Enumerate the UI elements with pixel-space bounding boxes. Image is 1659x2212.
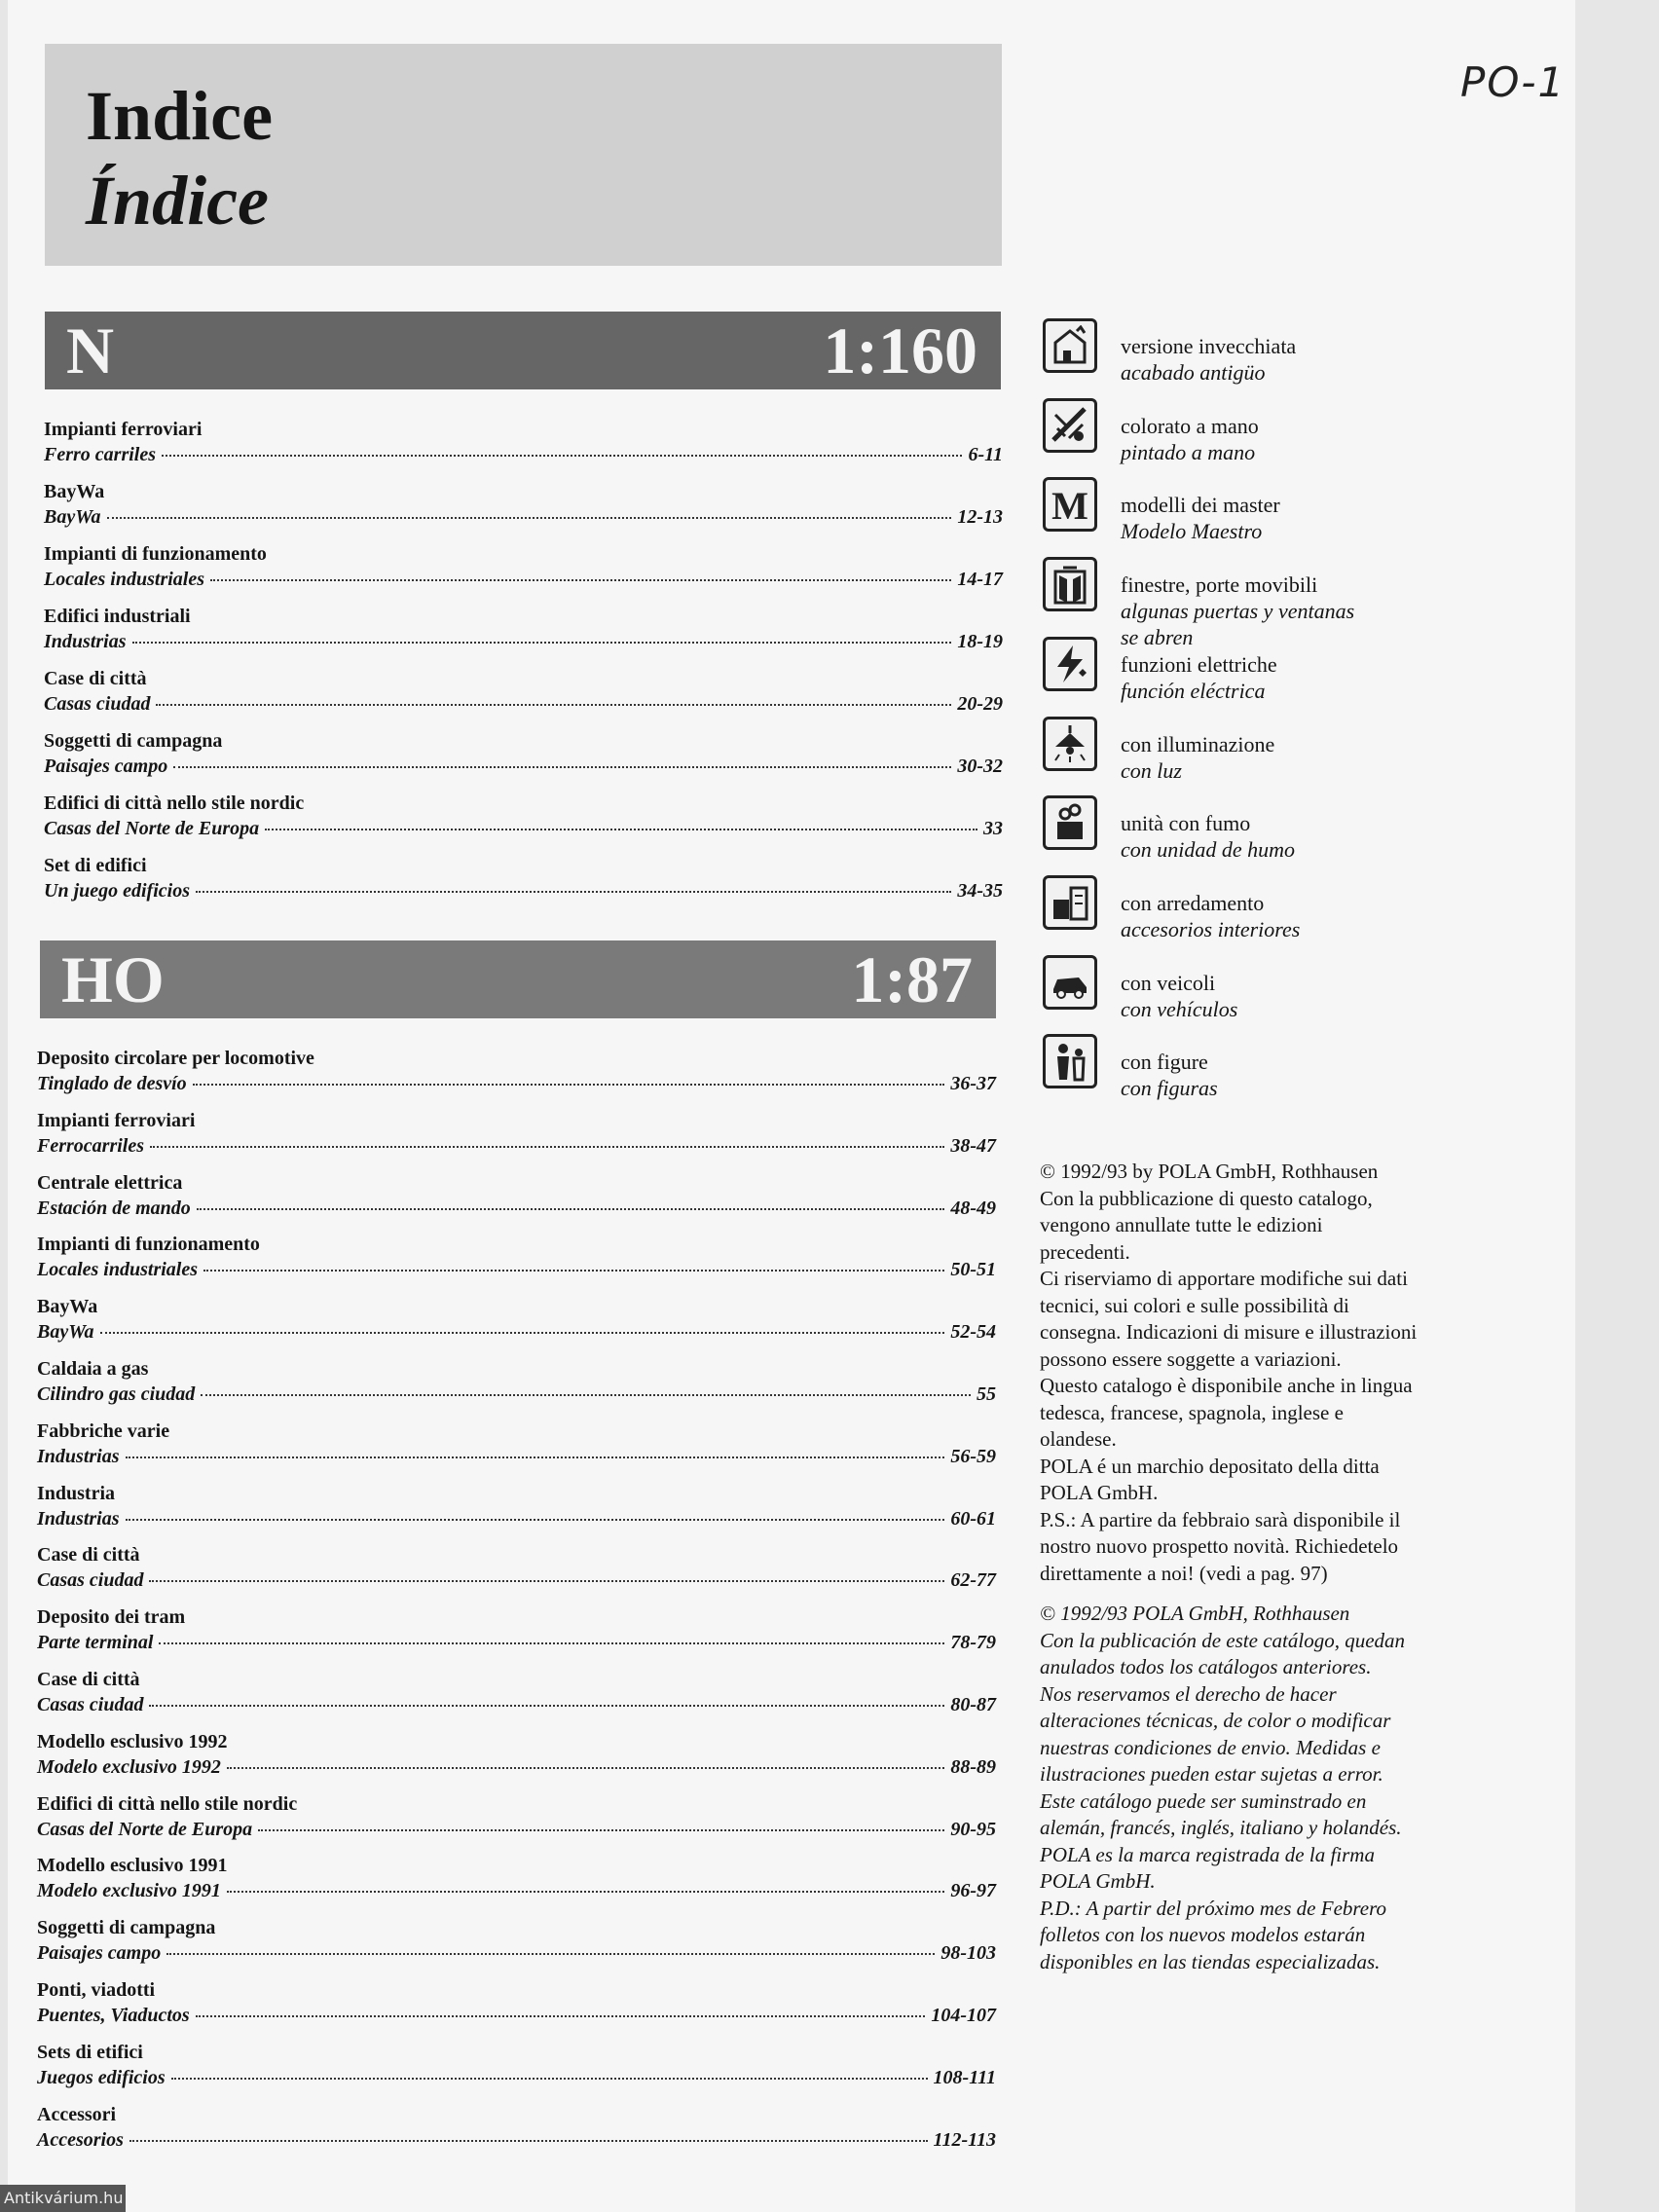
dot-leader (265, 828, 977, 830)
section-code: N (66, 313, 115, 387)
note-line: tedesca, francese, spagnola, inglese e (1040, 1400, 1344, 1424)
legend-label-es: algunas puertas y ventanas (1121, 599, 1355, 624)
note-line: tecnici, sui colori e sulle possibilità di (1040, 1293, 1349, 1317)
toc-title-es: Puentes, Viaductos (37, 2005, 190, 2026)
toc-line (44, 818, 1003, 840)
toc-title-it: Sets di etifici (37, 2041, 143, 2063)
toc-title-es: Estación de mando (37, 1197, 191, 1219)
toc-entry (37, 1110, 996, 1168)
watermark: Antikvárium.hu (0, 2185, 126, 2212)
legend-label-es: con unidad de humo (1121, 837, 1296, 863)
toc-entry (37, 1731, 996, 1789)
aged-house-icon (1043, 318, 1097, 373)
toc-entry (44, 606, 1003, 664)
toc-entry (37, 2042, 996, 2100)
toc-line (37, 1756, 996, 1779)
toc-page-range: 34-35 (957, 880, 1003, 902)
catalog-page (8, 0, 1575, 2212)
note-line: POLA GmbH. (1040, 1481, 1159, 1504)
lightning-icon (1043, 637, 1097, 691)
legend-label-es: con luz (1121, 757, 1182, 783)
legend-item (1043, 717, 1530, 785)
toc-entry (44, 855, 1003, 913)
legend-label-it: con figure (1121, 1050, 1208, 1075)
toc-title-it: Modello esclusivo 1992 (37, 1730, 228, 1752)
note-line: © 1992/93 POLA GmbH, Rothhausen (1040, 1602, 1350, 1625)
toc-page-range: 112-113 (933, 2128, 996, 2151)
toc-line (37, 1446, 996, 1468)
toc-page-range: 96-97 (950, 1880, 996, 1902)
dot-leader (258, 1828, 944, 1831)
toc-page-range: 80-87 (950, 1694, 996, 1715)
toc-title-es: Industrias (37, 1507, 120, 1530)
toc-title-es: Modelo exclusivo 1991 (37, 1880, 221, 1902)
legend-label-es: con figuras (1121, 1076, 1218, 1101)
toc-entry (44, 419, 1003, 477)
toc-page-range: 52-54 (950, 1321, 996, 1344)
legend-label-it: modelli dei master (1121, 493, 1280, 518)
toc-page-range: 55 (977, 1383, 996, 1405)
note-line: POLA GmbH. (1040, 1869, 1156, 1893)
toc-title-it: Ponti, viadotti (37, 1979, 156, 2001)
toc-page-range: 90-95 (950, 1818, 996, 1840)
note-line: folletos con los nuevos modelos estarán (1040, 1923, 1366, 1946)
legend-item (1043, 1034, 1530, 1102)
dot-leader (210, 578, 951, 581)
toc-title-it: Impianti di funzionamento (37, 1234, 260, 1256)
page-title: Indice (86, 77, 274, 155)
note-line: alteraciones técnicas, de color o modificar (1040, 1709, 1391, 1732)
toc-line (44, 693, 1003, 716)
toc-title-es: Casas del Norte de Europa (37, 1818, 253, 1840)
toc-title-it: Industria (37, 1482, 116, 1504)
legend-item (1043, 795, 1530, 864)
legend-label-es: acabado antigüo (1121, 360, 1266, 385)
toc-entry (44, 543, 1003, 602)
toc-title-it: Impianti ferroviari (37, 1109, 196, 1131)
toc-title-it: Centrale elettrica (37, 1171, 183, 1194)
dot-leader (171, 2077, 928, 2080)
toc-line (37, 1508, 996, 1530)
note-line: POLA é un marchio depositato della ditta (1040, 1454, 1380, 1478)
toc-title-es: Modelo exclusivo 1992 (37, 1755, 221, 1778)
toc-entry (37, 2104, 996, 2162)
toc-page-range: 14-17 (957, 569, 1003, 590)
note-line: Este catálogo puede ser suminstrado en (1040, 1788, 1367, 1813)
legend-item (1043, 955, 1530, 1023)
toc-title-es: Un juego edificios (44, 880, 190, 902)
note-line: vengono annullate tutte le edizioni (1040, 1213, 1323, 1236)
toc-entry (37, 1172, 996, 1231)
dot-leader (166, 1952, 935, 1955)
toc-title-it: Fabbriche varie (37, 1419, 170, 1442)
toc-line (37, 1569, 996, 1592)
section-header-ho (40, 940, 996, 1018)
toc-line (37, 1942, 996, 1965)
toc-title-it: Caldaia a gas (37, 1358, 149, 1380)
toc-line (44, 756, 1003, 778)
legend-label-it: funzioni elettriche (1121, 651, 1277, 677)
title-banner (45, 44, 1002, 266)
toc-entry (37, 1979, 996, 2038)
toc-page-range: 60-61 (950, 1507, 996, 1530)
toc-title-es: Accesorios (37, 2128, 124, 2151)
toc-entry (37, 1669, 996, 1727)
toc-title-es: Casas ciudad (37, 1694, 144, 1715)
dot-leader (149, 1704, 944, 1707)
note-line: disponibles en las tiendas especializadas. (1040, 1949, 1381, 1973)
toc-line (37, 1073, 996, 1095)
toc-line (37, 1259, 996, 1281)
dot-leader (196, 890, 951, 893)
toc-page-range: 36-37 (950, 1073, 996, 1094)
toc-line (44, 506, 1003, 529)
toc-line (37, 1135, 996, 1158)
note-line: direttamente a noi! (vedi a pag. 97) (1040, 1561, 1328, 1585)
toc-entry (37, 1917, 996, 1975)
dot-leader (149, 1579, 944, 1582)
toc-title-es: Industrias (44, 631, 127, 652)
toc-title-es: Ferro carriles (44, 444, 156, 465)
toc-title-it: Case di città (37, 1669, 140, 1690)
toc-page-range: 104-107 (931, 2005, 996, 2026)
note-line: olandese. (1040, 1427, 1117, 1451)
toc-entry (37, 1234, 996, 1292)
note-line: Con la publicación de este catálogo, quedan (1040, 1628, 1406, 1652)
opening-door-icon (1043, 557, 1097, 611)
notes-spanish (1040, 1601, 1507, 1975)
toc-title-it: Modello esclusivo 1991 (37, 1855, 228, 1877)
section-scale: 1:160 (823, 313, 977, 387)
legend-label-it: unità con fumo (1121, 811, 1251, 836)
note-line: Questo catalogo è disponibile anche in lingua (1040, 1374, 1413, 1397)
legend-label-es: pintado a mano (1121, 439, 1256, 464)
toc-page-range: 62-77 (950, 1569, 996, 1592)
dot-leader (150, 1145, 944, 1148)
toc-line (37, 1198, 996, 1220)
legend-item (1043, 477, 1530, 545)
notes-italian (1040, 1159, 1507, 1587)
toc-entry (37, 1544, 996, 1603)
toc-entry (37, 1606, 996, 1665)
toc-line (44, 444, 1003, 466)
toc-title-es: Industrias (37, 1445, 120, 1467)
dot-leader (107, 516, 952, 519)
dot-leader (227, 1890, 944, 1893)
toc-title-es: Cilindro gas ciudad (37, 1383, 196, 1405)
toc-entry (37, 1855, 996, 1913)
toc-title-it: Impianti di funzionamento (44, 543, 267, 565)
toc-line (37, 2067, 996, 2089)
furniture-icon (1043, 875, 1097, 930)
toc-line (37, 1819, 996, 1841)
note-line: alemán, francés, inglés, italiano y holandés. (1040, 1816, 1402, 1839)
toc-line (44, 880, 1003, 903)
toc-line (37, 2129, 996, 2152)
toc-line (37, 1632, 996, 1654)
dot-leader (126, 1518, 945, 1521)
toc-page-range: 56-59 (950, 1445, 996, 1467)
toc-entry (44, 668, 1003, 726)
toc-title-it: Case di città (44, 668, 147, 689)
toc-page-range: 50-51 (950, 1259, 996, 1281)
toc-page-range: 33 (983, 818, 1003, 839)
legend-label-it: versione invecchiata (1121, 334, 1297, 358)
legend-item (1043, 398, 1530, 466)
copyright-notes (1040, 1159, 1507, 1975)
toc-entry (37, 1358, 996, 1417)
section-code: HO (61, 942, 165, 1016)
dot-leader (203, 1269, 944, 1272)
smoke-unit-icon (1043, 795, 1097, 850)
toc-title-it: Edifici di città nello stile nordic (37, 1792, 298, 1815)
note-line: nuestras condiciones de envio. Medidas e (1040, 1735, 1381, 1759)
toc-title-es: Casas del Norte de Europa (44, 818, 260, 839)
dot-leader (132, 641, 952, 644)
dot-leader (126, 1456, 945, 1458)
toc-line (37, 1383, 996, 1406)
note-line: © 1992/93 by POLA GmbH, Rothhausen (1040, 1160, 1379, 1183)
legend-label-it: colorato a mano (1121, 413, 1259, 438)
note-line: Con la pubblicazione di questo catalogo, (1040, 1186, 1373, 1210)
section-scale: 1:87 (851, 942, 973, 1016)
legend-item (1043, 875, 1530, 943)
toc-entry (37, 1420, 996, 1479)
svg-text:M: M (1051, 484, 1088, 526)
figures-icon (1043, 1034, 1097, 1088)
toc-entry (44, 481, 1003, 539)
legend-label-es-cont: se abren (1121, 625, 1194, 650)
toc-entry (37, 1048, 996, 1106)
toc-title-es: BayWa (37, 1321, 94, 1344)
toc-title-it: Soggetti di campagna (44, 730, 223, 752)
master-m-icon (1043, 477, 1097, 532)
legend-label-es: con vehículos (1121, 996, 1238, 1021)
toc-line (44, 631, 1003, 653)
toc-entry (37, 1296, 996, 1354)
toc-title-it: Deposito dei tram (37, 1606, 186, 1629)
toc-page-range: 98-103 (940, 1942, 996, 1965)
dot-leader (100, 1331, 945, 1334)
toc-title-it: Accessori (37, 2103, 117, 2125)
section-header-n (45, 312, 1001, 389)
dot-leader (197, 1207, 945, 1210)
note-line: POLA es la marca registrada de la firma (1040, 1842, 1375, 1866)
dot-leader (159, 1641, 944, 1644)
note-line: anulados todos los catálogos anteriores. (1040, 1655, 1372, 1678)
legend-item (1043, 557, 1530, 650)
legend-label-it: finestre, porte movibili (1121, 572, 1318, 598)
toc-line (37, 1694, 996, 1716)
toc-title-it: BayWa (44, 481, 105, 502)
toc-title-es: Casas ciudad (44, 693, 151, 715)
toc-page-range: 88-89 (950, 1755, 996, 1778)
toc-line (37, 2005, 996, 2027)
note-line: ilustraciones pueden estar sujetas a error. (1040, 1762, 1383, 1786)
note-line: Nos reservamos el derecho de hacer (1040, 1681, 1337, 1706)
toc-page-range: 108-111 (933, 2066, 996, 2088)
toc-title-es: Locales industriales (44, 569, 205, 590)
dot-leader (156, 703, 951, 706)
toc-title-it: Impianti ferroviari (44, 419, 203, 440)
toc-title-es: Paisajes campo (37, 1942, 162, 1965)
toc-page-range: 18-19 (957, 631, 1003, 652)
legend-label-es: función eléctrica (1121, 678, 1266, 703)
toc-title-it: Soggetti di campagna (37, 1917, 216, 1939)
toc-title-it: BayWa (37, 1296, 98, 1318)
toc-page-range: 6-11 (968, 444, 1003, 465)
note-line: P.D.: A partir del próximo mes de Febrero (1040, 1896, 1386, 1920)
dot-leader (173, 765, 951, 768)
page-title-spanish: Índice (86, 162, 269, 240)
toc-title-es: Locales industriales (37, 1259, 199, 1281)
legend-label-es: Modelo Maestro (1121, 519, 1263, 544)
toc-entry (44, 793, 1003, 851)
dot-leader (227, 1766, 944, 1769)
toc-title-it: Case di città (37, 1544, 140, 1567)
dot-leader (162, 454, 962, 457)
toc-title-it: Set di edifici (44, 855, 147, 876)
toc-title-es: BayWa (44, 506, 101, 528)
toc-page-range: 78-79 (950, 1632, 996, 1654)
legend-label-it: con illuminazione (1121, 731, 1275, 756)
dot-leader (201, 1393, 971, 1396)
toc-title-it: Edifici industriali (44, 606, 191, 627)
toc-title-es: Paisajes campo (44, 756, 168, 777)
legend-item (1043, 318, 1530, 387)
dot-leader (129, 2139, 928, 2142)
note-line: Ci riserviamo di apportare modifiche sui dati (1040, 1267, 1408, 1290)
toc-page-range: 20-29 (957, 693, 1003, 715)
lamp-icon (1043, 717, 1097, 771)
note-line: P.S.: A partire da febbraio sarà disponibile il (1040, 1507, 1401, 1531)
legend-label-it: con veicoli (1121, 970, 1216, 995)
dot-leader (196, 2014, 926, 2017)
toc-line (37, 1321, 996, 1344)
toc-title-es: Casas ciudad (37, 1569, 144, 1592)
toc-title-es: Juegos edificios (37, 2066, 166, 2088)
note-line: consegna. Indicazioni di misure e illustrazioni (1040, 1320, 1418, 1344)
toc-entry (37, 1793, 996, 1852)
car-icon (1043, 955, 1097, 1010)
note-line: possono essere soggette a variazioni. (1040, 1346, 1342, 1371)
toc-page-range: 48-49 (950, 1197, 996, 1219)
toc-entry (44, 730, 1003, 789)
note-line: nostro nuovo prospetto novità. Richiedetelo (1040, 1534, 1399, 1558)
toc-page-range: 12-13 (957, 506, 1003, 528)
toc-page-range: 30-32 (957, 756, 1003, 777)
dot-leader (193, 1083, 945, 1086)
toc-title-es: Tinglado de desvío (37, 1073, 187, 1094)
toc-title-es: Parte terminal (37, 1632, 154, 1654)
toc-page-range: 38-47 (950, 1134, 996, 1157)
toc-line (44, 569, 1003, 591)
toc-entry (37, 1483, 996, 1541)
toc-title-es: Ferrocarriles (37, 1134, 144, 1157)
note-line: precedenti. (1040, 1239, 1130, 1264)
legend-label-it: con arredamento (1121, 890, 1265, 915)
toc-line (37, 1880, 996, 1902)
handwritten-note: PO-1 (1460, 58, 1567, 106)
toc-title-it: Deposito circolare per locomotive (37, 1048, 314, 1069)
legend-item (1043, 637, 1530, 705)
legend-label-es: accesorios interiores (1121, 916, 1301, 941)
hand-paint-icon (1043, 398, 1097, 453)
toc-title-it: Edifici di città nello stile nordic (44, 793, 305, 814)
